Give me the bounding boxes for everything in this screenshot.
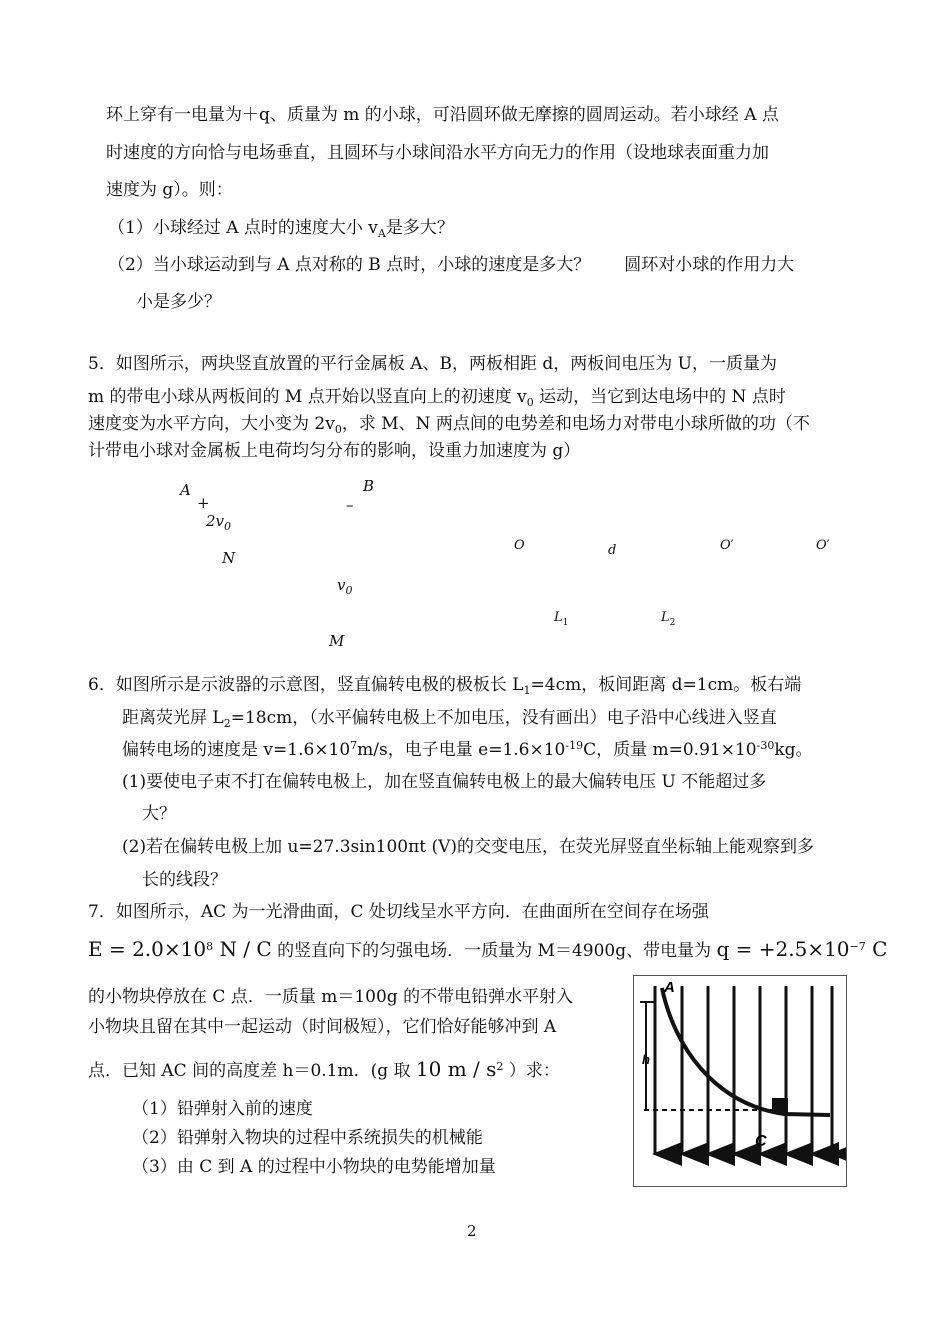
q5-fig-plus-sign: + — [197, 494, 210, 512]
q5-fig-label-v0: $v_0$ — [337, 576, 353, 597]
q7-fig-label-A: A — [664, 979, 675, 996]
field-lines — [655, 986, 832, 1154]
q7-subquestion-2: （2）铅弹射入物块的过程中系统损失的机械能 — [132, 1128, 483, 1148]
q6-fig-label-L2: $L_2$ — [661, 610, 676, 628]
q4-subquestion-1: （1）小球经过 A 点时的速度大小 $v_A$是多大？ — [108, 218, 454, 240]
q7-subquestion-1: （1）铅弹射入前的速度 — [132, 1099, 313, 1119]
q6-line-1: 6．如图所示是示波器的示意图，竖直偏转电极的极板长 $L_1=4cm$，板间距离 d=1cm。板右端 — [88, 675, 802, 697]
q7-line-1: 7．如图所示，AC 为一光滑曲面，C 处切线呈水平方向．在曲面所在空间存在场强 — [88, 902, 709, 922]
q6-subquestion-1: (1)要使电子束不打在偏转电极上，加在竖直偏转电极上的最大偏转电压 U 不能超过多 — [122, 772, 767, 792]
q5-line-4: 计带电小球对金属板上电荷均匀分布的影响，设重力加速度为 g） — [88, 441, 581, 461]
q7-fig-label-C: C — [755, 1133, 767, 1150]
q5-fig-label-A: A — [180, 481, 191, 499]
block — [772, 1098, 788, 1112]
q7-line-5: 点．已知 AC 间的高度差 h＝0.1m．(g 取 10 m / $s^2$ ）求： — [88, 1057, 560, 1081]
q6-fig-label-O-prime-1: O′ — [720, 538, 734, 553]
curved-surface — [662, 988, 830, 1115]
q6-fig-label-O-prime-2: O′ — [816, 538, 830, 553]
q5-fig-label-N: N — [222, 549, 236, 567]
q7-figure — [633, 975, 847, 1187]
q5-fig-minus-sign: – — [346, 496, 354, 514]
q4-subquestion-2: （2）当小球运动到与 A 点对称的 B 点时，小球的速度是多大？ 圆环对小球的作用力大 — [108, 255, 795, 275]
q6-subquestion-2: (2)若在偏转电极上加 u=27.3sin100πt (V)的交变电压，在荧光屏竖直坐标轴上能观察到多 — [122, 837, 815, 857]
q6-subquestion-2-cont: 长的线段？ — [142, 870, 227, 890]
q7-line-4: 小物块且留在其中一起运动（时间极短），它们恰好能够冲到 A — [88, 1017, 557, 1037]
q5-line-3: 速度变为水平方向，大小变为 $2v_0$，求 M、N 两点间的电势差和电场力对带电小球所做的功（不 — [88, 414, 810, 436]
q6-fig-label-d: d — [608, 543, 617, 558]
q7-line-3: 的小物块停放在 C 点．一质量 m＝100g 的不带电铅弹水平射入 — [88, 987, 574, 1007]
q7-line-2: $E = 2.0\times 10^8$ N / C 的竖直向下的匀强电场．一质量为 M＝4900g、带电量为 $q = +2.5\times 10^{-7}$ C — [88, 937, 888, 961]
q4-line-2: 时速度的方向恰与电场垂直，且圆环与小球间沿水平方向无力的作用（设地球表面重力加 — [106, 143, 769, 163]
q7-field-diagram — [634, 976, 846, 1186]
q6-fig-label-L1: $L_1$ — [554, 610, 569, 628]
q5-fig-label-M: M — [329, 632, 345, 650]
q4-subquestion-2-cont: 小是多少？ — [136, 292, 221, 312]
q6-fig-label-O: O — [514, 538, 525, 553]
q5-line-2: m 的带电小球从两板间的 M 点开始以竖直向上的初速度 $v_0$ 运动，当它到达电场中的 N 点时 — [88, 387, 786, 409]
q6-line-3: 偏转电场的速度是 $v=1.6\times 10^7m/s$，电子电量 $e=1.6\times 10^{-19}C$，质量 $m=0.91\times 10^{-30}kg$。 — [122, 739, 813, 760]
q5-fig-label-B: B — [363, 477, 375, 495]
page-number: 2 — [467, 1222, 477, 1240]
q4-line-3: 速度为 g）。则： — [106, 180, 233, 200]
q7-subquestion-3: （3）由 C 到 A 的过程中小物块的电势能增加量 — [132, 1157, 496, 1177]
q5-line-1: 5．如图所示，两块竖直放置的平行金属板 A、B，两板相距 d，两板间电压为 U，一质量为 — [88, 354, 778, 374]
q5-fig-label-2v0: $2v_0$ — [206, 512, 232, 533]
q4-line-1: 环上穿有一电量为＋q、质量为 m 的小球，可沿圆环做无摩擦的圆周运动。若小球经 A 点 — [106, 105, 779, 125]
q7-fig-label-h: h — [642, 1052, 650, 1067]
q6-subquestion-1-cont: 大？ — [142, 804, 176, 824]
q6-line-2: 距离荧光屏 $L_2=18cm$，（水平偏转电极上不加电压，没有画出）电子沿中心线进入竖直 — [122, 708, 777, 730]
